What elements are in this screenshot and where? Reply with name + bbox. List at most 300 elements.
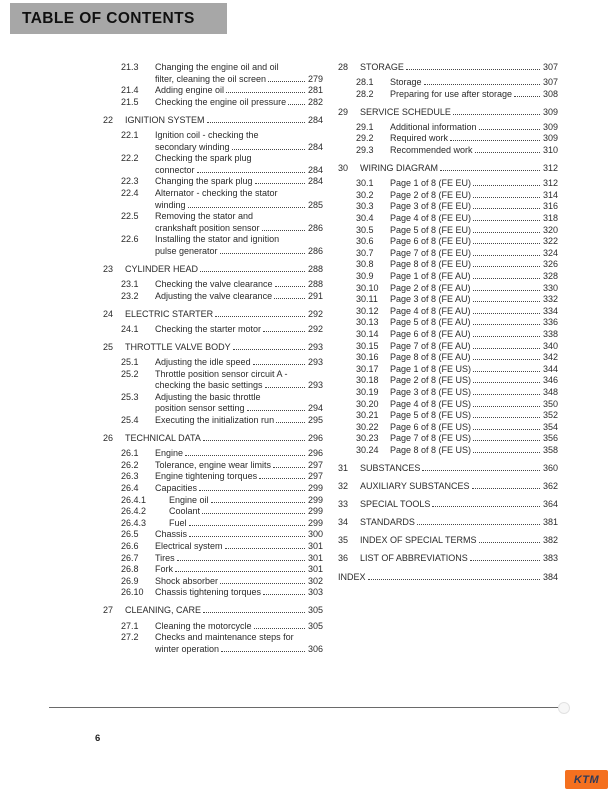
toc-entry-last-line xyxy=(390,77,558,89)
dot-leader xyxy=(479,542,540,543)
toc-entry-text xyxy=(155,97,323,109)
toc-entry[interactable] xyxy=(103,130,323,153)
toc-entry[interactable] xyxy=(103,291,323,303)
toc-entry-page-number: 305 xyxy=(307,620,323,631)
toc-entry[interactable] xyxy=(103,564,323,576)
toc-entry[interactable] xyxy=(103,471,323,483)
toc-entry[interactable] xyxy=(338,399,558,411)
toc-entry[interactable] xyxy=(103,495,323,507)
toc-chapter-entry[interactable] xyxy=(338,463,558,475)
toc-entry-number: 25 xyxy=(103,341,114,352)
toc-entry[interactable] xyxy=(103,357,323,369)
toc-entry-title: ELECTRIC STARTER xyxy=(125,308,214,319)
toc-entry[interactable] xyxy=(103,576,323,588)
dot-leader xyxy=(473,406,540,407)
toc-entry-title-line: Changing the engine oil and oil xyxy=(155,62,279,72)
toc-entry-page-number: 318 xyxy=(542,213,558,224)
toc-entry-title: IGNITION SYSTEM xyxy=(125,114,205,125)
dot-leader xyxy=(232,149,305,150)
toc-entry-text xyxy=(390,248,558,260)
toc-entry[interactable] xyxy=(103,506,323,518)
toc-entry[interactable] xyxy=(338,294,558,306)
toc-entry-last-line xyxy=(155,471,323,483)
toc-entry-title: Page 2 of 8 (FE US) xyxy=(390,375,472,386)
toc-entry[interactable] xyxy=(103,553,323,565)
toc-entry-page-number: 303 xyxy=(307,587,323,598)
toc-entry-title: Tires xyxy=(155,552,175,563)
toc-entry[interactable] xyxy=(338,236,558,248)
toc-entry[interactable] xyxy=(103,211,323,234)
toc-entry[interactable] xyxy=(338,178,558,190)
toc-entry-page-number: 344 xyxy=(542,363,558,374)
toc-entry-text xyxy=(155,471,323,483)
toc-entry-number: 30.21 xyxy=(356,410,379,421)
dot-leader xyxy=(473,324,540,325)
toc-entry-number: 26.7 xyxy=(121,552,139,563)
toc-entry[interactable] xyxy=(103,188,323,211)
dot-leader xyxy=(189,536,305,537)
toc-entry[interactable] xyxy=(338,89,558,101)
toc-entry-number: 26.4.1 xyxy=(121,494,147,505)
toc-entry[interactable] xyxy=(338,225,558,237)
toc-entry-last-line xyxy=(155,74,323,86)
dot-leader xyxy=(265,387,305,388)
dot-leader xyxy=(450,140,540,141)
toc-entry-last-line xyxy=(360,163,558,175)
toc-chapter-entry[interactable] xyxy=(338,535,558,547)
toc-entry[interactable] xyxy=(103,483,323,495)
toc-entry[interactable] xyxy=(338,317,558,329)
toc-entry-title: Checking the engine oil pressure xyxy=(155,96,287,107)
toc-entry-title: Page 1 of 8 (FE EU) xyxy=(390,178,472,189)
toc-chapter-entry[interactable] xyxy=(338,481,558,493)
toc-entry[interactable] xyxy=(103,62,323,85)
toc-entry-title: Page 1 of 8 (FE US) xyxy=(390,363,472,374)
toc-entry-title: Page 1 of 8 (FE AU) xyxy=(390,271,471,281)
toc-entry-last-line xyxy=(155,587,323,599)
toc-chapter-entry[interactable] xyxy=(338,107,558,119)
toc-entry[interactable] xyxy=(103,97,323,109)
toc-entry-page-number: 301 xyxy=(307,540,323,551)
dot-leader xyxy=(221,651,305,652)
toc-chapter-entry[interactable] xyxy=(103,342,323,354)
toc-entry[interactable] xyxy=(338,201,558,213)
toc-entry-page-number: 292 xyxy=(307,323,323,334)
toc-entry-number: 30.1 xyxy=(356,178,374,189)
dot-leader xyxy=(473,220,540,221)
toc-entry-last-line xyxy=(390,433,558,445)
toc-entry-number: 26.10 xyxy=(121,587,144,598)
toc-chapter-entry[interactable] xyxy=(103,605,323,617)
toc-entry-title: Recommended work xyxy=(390,145,473,156)
toc-entry[interactable] xyxy=(338,433,558,445)
toc-entry-page-number: 382 xyxy=(542,535,558,546)
toc-entry-text xyxy=(155,357,323,369)
toc-entry[interactable] xyxy=(103,415,323,427)
toc-entry-page-number: 309 xyxy=(542,106,558,117)
toc-entry-title: Cleaning the motorcycle xyxy=(155,620,252,631)
toc-entry-page-number: 312 xyxy=(542,178,558,189)
toc-entry[interactable] xyxy=(338,410,558,422)
toc-entry-text xyxy=(125,264,323,276)
toc-entry[interactable] xyxy=(338,133,558,145)
toc-entry-text xyxy=(155,392,323,415)
toc-entry[interactable] xyxy=(338,375,558,387)
toc-entry-title-line: Checking the spark plug xyxy=(155,153,252,164)
toc-entry[interactable] xyxy=(103,85,323,97)
toc-entry[interactable] xyxy=(103,279,323,291)
toc-entry-page-number: 299 xyxy=(307,483,323,493)
toc-entry-page-number: 322 xyxy=(542,236,558,247)
toc-entry-title: Fork xyxy=(155,564,173,575)
toc-entry-title: position sensor setting xyxy=(155,403,245,414)
toc-entry[interactable] xyxy=(338,387,558,399)
toc-entry[interactable] xyxy=(338,352,558,364)
toc-entry[interactable] xyxy=(338,122,558,134)
toc-entry-last-line xyxy=(155,644,323,656)
toc-entry-last-line xyxy=(390,248,558,260)
toc-entry[interactable] xyxy=(338,445,558,457)
toc-entry-page-number: 296 xyxy=(307,433,323,444)
toc-entry-last-line xyxy=(155,142,323,154)
toc-entry-last-line xyxy=(390,317,558,329)
toc-entry-last-line xyxy=(390,445,558,457)
toc-entry-text xyxy=(155,448,323,460)
toc-entry-last-line xyxy=(155,97,323,109)
toc-entry[interactable] xyxy=(338,77,558,89)
toc-entry-last-line xyxy=(390,271,558,283)
toc-entry-text xyxy=(125,309,323,321)
toc-entry-page-number: 338 xyxy=(542,328,558,339)
toc-entry-text xyxy=(360,107,558,119)
toc-entry-text xyxy=(155,553,323,565)
toc-entry-number: 30.18 xyxy=(356,375,379,386)
toc-entry[interactable] xyxy=(338,422,558,434)
toc-entry-text xyxy=(360,517,558,529)
toc-entry-last-line xyxy=(360,517,558,529)
dot-leader xyxy=(473,255,540,256)
toc-entry-text xyxy=(360,535,558,547)
toc-entry-text xyxy=(125,433,323,445)
toc-entry-number: 26.1 xyxy=(121,448,139,459)
toc-entry-number: 27.1 xyxy=(121,620,139,631)
toc-entry-number: 26.3 xyxy=(121,471,139,482)
toc-entry-last-line xyxy=(169,518,323,530)
toc-entry-text xyxy=(390,122,558,134)
toc-entry[interactable] xyxy=(338,259,558,271)
toc-entry[interactable] xyxy=(103,448,323,460)
dot-leader xyxy=(417,524,540,525)
toc-entry-page-number: 292 xyxy=(307,308,323,319)
toc-entry-text xyxy=(390,352,558,364)
dot-leader xyxy=(473,232,540,233)
toc-entry[interactable] xyxy=(103,541,323,553)
toc-entry-title: Page 7 of 8 (FE EU) xyxy=(390,247,472,258)
dot-leader xyxy=(189,525,305,526)
toc-entry-last-line xyxy=(390,375,558,387)
toc-entry-page-number: 301 xyxy=(307,552,323,563)
toc-entry-text xyxy=(155,632,323,655)
toc-chapter-entry[interactable] xyxy=(338,517,558,529)
toc-entry-title-line: Checks and maintenance steps for xyxy=(155,632,294,643)
toc-chapter-entry[interactable] xyxy=(338,499,558,511)
toc-entry-number: 30.17 xyxy=(356,363,379,374)
toc-entry-page-number: 305 xyxy=(307,605,323,616)
toc-entry-page-number: 296 xyxy=(307,448,323,459)
toc-entry[interactable] xyxy=(338,341,558,353)
toc-entry-text xyxy=(155,153,323,176)
toc-entry-title: Engine xyxy=(155,448,184,459)
toc-entry-number: 28.2 xyxy=(356,88,374,99)
toc-entry-last-line xyxy=(125,433,323,445)
toc-entry-last-line xyxy=(155,176,323,188)
dot-leader xyxy=(233,349,305,350)
dot-leader xyxy=(199,490,305,491)
toc-entry-last-line xyxy=(360,499,558,511)
toc-chapter-entry[interactable] xyxy=(103,433,323,445)
toc-entry-text xyxy=(155,506,323,518)
toc-entry-number: 22.3 xyxy=(121,176,139,187)
page-number: 6 xyxy=(95,733,101,744)
toc-entry-text xyxy=(390,133,558,145)
dot-leader xyxy=(254,628,305,629)
toc-entry-text xyxy=(155,415,323,427)
toc-entry[interactable] xyxy=(103,176,323,188)
toc-entry-title: Fuel xyxy=(169,517,187,528)
toc-entry-title: Changing the spark plug xyxy=(155,176,253,187)
toc-entry-title: Coolant xyxy=(169,506,201,517)
toc-entry-text xyxy=(125,605,323,617)
toc-entry-title: TECHNICAL DATA xyxy=(125,433,201,444)
dot-leader xyxy=(406,69,540,70)
toc-entry-last-line xyxy=(338,572,558,584)
toc-entry-text xyxy=(390,410,558,422)
toc-chapter-entry[interactable] xyxy=(338,553,558,565)
toc-entry-title: SERVICE SCHEDULE xyxy=(360,106,451,117)
toc-entry-text xyxy=(360,553,558,565)
toc-entry-number: 23.1 xyxy=(121,279,139,290)
toc-entry-number: 22.5 xyxy=(121,211,139,222)
toc-entry-last-line xyxy=(125,264,323,276)
toc-entry-title: Page 4 of 8 (FE AU) xyxy=(390,305,471,316)
toc-entry-title: SUBSTANCES xyxy=(360,463,421,473)
toc-entry[interactable] xyxy=(338,190,558,202)
toc-entry-number: 30.10 xyxy=(356,282,379,293)
dot-leader xyxy=(262,230,305,231)
toc-entry-number: 26.4.3 xyxy=(121,517,147,528)
toc-entry-last-line xyxy=(155,460,323,472)
toc-chapter-entry[interactable] xyxy=(103,309,323,321)
toc-entry-page-number: 336 xyxy=(542,317,558,328)
toc-entry-last-line xyxy=(155,291,323,303)
toc-entry-number: 26.9 xyxy=(121,575,139,586)
toc-entry-number: 30.20 xyxy=(356,398,379,409)
dot-leader xyxy=(473,348,540,349)
toc-entry-last-line xyxy=(155,483,323,495)
toc-entry-title: Engine tightening torques xyxy=(155,471,258,482)
toc-entry-last-line xyxy=(390,259,558,271)
dot-leader xyxy=(473,208,540,209)
dot-leader xyxy=(288,104,305,105)
toc-entry-number: 26.2 xyxy=(121,459,139,470)
toc-entry-number: 25.1 xyxy=(121,357,139,368)
toc-entry[interactable] xyxy=(338,248,558,260)
dot-leader xyxy=(255,183,305,184)
dot-leader xyxy=(473,394,540,395)
dot-leader xyxy=(185,455,305,456)
toc-entry-title: Page 7 of 8 (FE AU) xyxy=(390,340,471,351)
toc-entry-title: Adjusting the valve clearance xyxy=(155,290,273,301)
toc-entry[interactable] xyxy=(103,153,323,176)
toc-entry-number: 26.4.2 xyxy=(121,506,147,517)
toc-entry-last-line xyxy=(125,342,323,354)
toc-entry-page-number: 306 xyxy=(307,643,323,654)
toc-entry-number: 27.2 xyxy=(121,632,139,643)
toc-entry-page-number: 299 xyxy=(307,494,323,505)
toc-entry-page-number: 350 xyxy=(542,398,558,409)
toc-entry-page-number: 324 xyxy=(542,247,558,258)
toc-entry-text xyxy=(155,188,323,211)
toc-entry[interactable] xyxy=(103,324,323,336)
toc-entry-number: 35 xyxy=(338,535,349,546)
dot-leader xyxy=(422,470,540,471)
toc-entry[interactable] xyxy=(338,306,558,318)
toc-entry-text xyxy=(390,225,558,237)
toc-entry-page-number: 299 xyxy=(307,517,323,528)
toc-entry-text xyxy=(155,587,323,599)
toc-entry-last-line xyxy=(390,236,558,248)
toc-entry-title: Electrical system xyxy=(155,540,223,551)
toc-entry[interactable] xyxy=(103,392,323,415)
toc-entry-text xyxy=(390,178,558,190)
toc-chapter-entry[interactable] xyxy=(103,115,323,127)
toc-entry-title: Storage xyxy=(390,77,422,88)
toc-entry-number: 26.6 xyxy=(121,540,139,551)
toc-entry-last-line xyxy=(390,352,558,364)
toc-entry-last-line xyxy=(390,89,558,101)
toc-entry-page-number: 285 xyxy=(307,199,323,210)
toc-entry-text xyxy=(125,115,323,127)
toc-entry-text xyxy=(390,375,558,387)
toc-entry-last-line xyxy=(360,553,558,565)
toc-entry[interactable] xyxy=(338,283,558,295)
toc-entry[interactable] xyxy=(103,518,323,530)
toc-entry-text xyxy=(338,572,558,584)
toc-entry-page-number: 281 xyxy=(307,85,323,96)
toc-entry[interactable] xyxy=(103,460,323,472)
dot-leader xyxy=(470,560,540,561)
dot-leader xyxy=(473,301,540,302)
toc-entry-title: Engine oil xyxy=(169,494,209,505)
toc-entry-number: 34 xyxy=(338,517,349,528)
toc-entry-page-number: 308 xyxy=(542,88,558,99)
toc-entry-title: Chassis tightening torques xyxy=(155,587,262,598)
toc-chapter-entry[interactable] xyxy=(338,62,558,74)
toc-entry-text xyxy=(390,329,558,341)
toc-entry-page-number: 314 xyxy=(542,189,558,200)
toc-entry-last-line xyxy=(390,422,558,434)
dot-leader xyxy=(440,170,540,171)
toc-entry[interactable] xyxy=(103,529,323,541)
toc-entry-page-number: 360 xyxy=(542,463,558,473)
toc-entry-text xyxy=(390,236,558,248)
toc-entry-last-line xyxy=(155,85,323,97)
toc-entry-number: 22.6 xyxy=(121,234,139,245)
toc-entry-title: winding xyxy=(155,199,186,210)
toc-entry-last-line xyxy=(390,133,558,145)
dot-leader xyxy=(274,298,305,299)
toc-entry-text xyxy=(155,324,323,336)
toc-entry-title: Page 3 of 8 (FE EU) xyxy=(390,201,472,212)
toc-entry-last-line xyxy=(155,448,323,460)
toc-entry-last-line xyxy=(390,341,558,353)
toc-entry[interactable] xyxy=(338,364,558,376)
toc-entry-page-number: 291 xyxy=(307,290,323,301)
toc-entry-page-number: 330 xyxy=(542,282,558,293)
toc-entry-last-line xyxy=(155,165,323,177)
toc-entry-last-line xyxy=(360,535,558,547)
toc-entry[interactable] xyxy=(103,369,323,392)
dot-leader xyxy=(268,81,305,82)
toc-entry[interactable] xyxy=(338,145,558,157)
toc-entry[interactable] xyxy=(103,621,323,633)
toc-entry[interactable] xyxy=(103,632,323,655)
toc-entry-text xyxy=(390,387,558,399)
toc-entry-number: 30.8 xyxy=(356,259,374,270)
toc-entry-page-number: 316 xyxy=(542,201,558,212)
dot-leader xyxy=(473,452,540,453)
toc-chapter-entry[interactable] xyxy=(103,264,323,276)
dot-leader xyxy=(473,336,540,337)
toc-entry-page-number: 288 xyxy=(307,264,323,274)
toc-entry-page-number: 307 xyxy=(542,77,558,88)
dot-leader xyxy=(220,583,305,584)
toc-chapter-entry[interactable] xyxy=(338,572,558,584)
dot-leader xyxy=(472,488,540,489)
toc-entry-text xyxy=(390,364,558,376)
toc-entry-title: Tolerance, engine wear limits xyxy=(155,459,272,470)
toc-entry-title: connector xyxy=(155,164,195,175)
toc-entry-page-number: 282 xyxy=(307,96,323,107)
dot-leader xyxy=(473,371,540,372)
toc-entry-title: Page 7 of 8 (FE US) xyxy=(390,433,472,444)
toc-entry[interactable] xyxy=(338,329,558,341)
toc-entry-text xyxy=(390,422,558,434)
toc-entry-text xyxy=(390,341,558,353)
toc-entry-text xyxy=(155,541,323,553)
toc-entry-title: WIRING DIAGRAM xyxy=(360,163,438,174)
toc-entry-text xyxy=(390,89,558,101)
dot-leader xyxy=(473,313,540,314)
toc-entry-title: INDEX OF SPECIAL TERMS xyxy=(360,535,477,546)
toc-entry-page-number: 293 xyxy=(307,357,323,368)
toc-entry-last-line xyxy=(125,605,323,617)
dot-leader xyxy=(203,612,305,613)
dot-leader xyxy=(220,253,305,254)
toc-chapter-entry[interactable] xyxy=(338,163,558,175)
toc-entry[interactable] xyxy=(103,587,323,599)
toc-entry-title-line: Throttle position sensor circuit A - xyxy=(155,368,288,379)
toc-entry-text xyxy=(155,621,323,633)
toc-entry[interactable] xyxy=(103,234,323,257)
toc-entry-title: winter operation xyxy=(155,643,220,654)
toc-entry-page-number: 309 xyxy=(542,133,558,144)
dot-leader xyxy=(368,579,540,580)
toc-entry-text xyxy=(390,317,558,329)
toc-entry[interactable] xyxy=(338,213,558,225)
toc-entry[interactable] xyxy=(338,271,558,283)
dot-leader xyxy=(175,571,305,572)
